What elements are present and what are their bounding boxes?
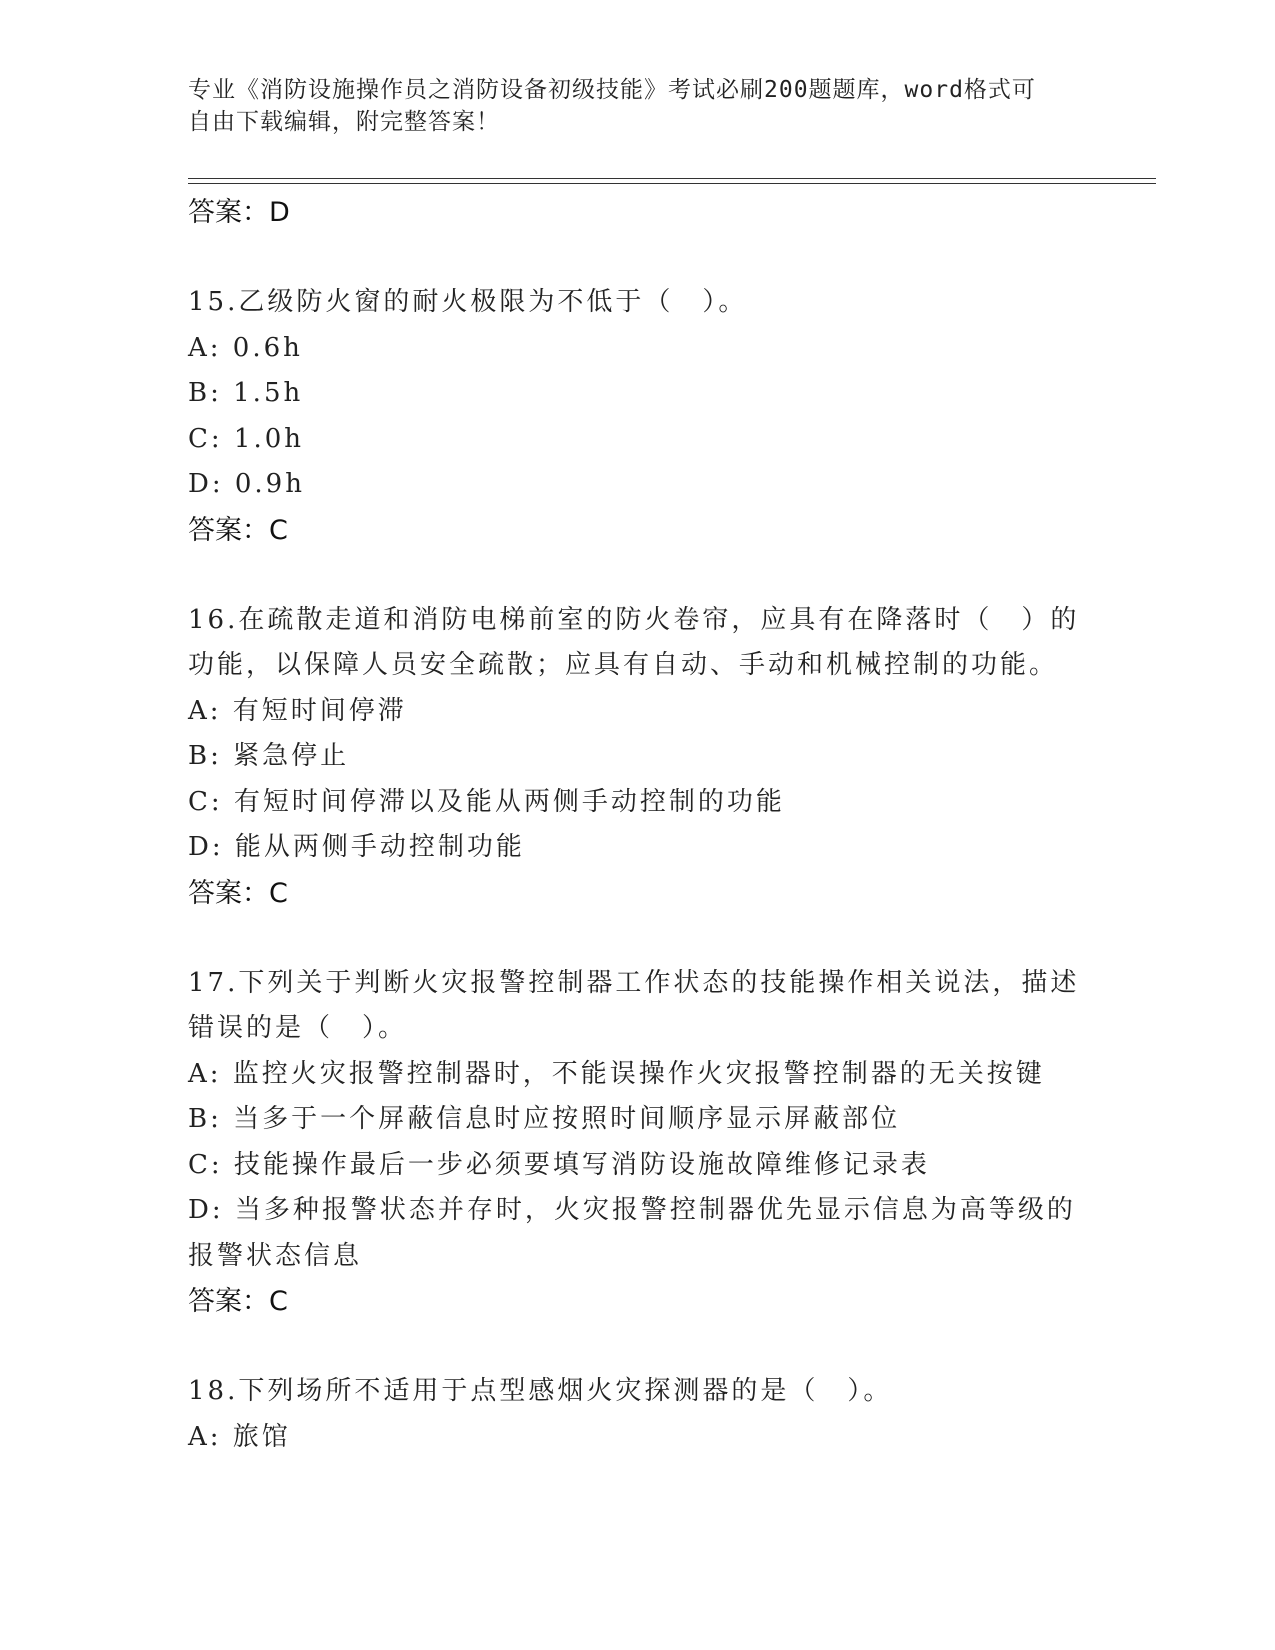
option-text-line: 报警状态信息: [188, 1240, 363, 1271]
header-divider-top: [188, 178, 1156, 179]
option-a: A: 0.6h: [188, 332, 303, 363]
header-line-2: 自由下载编辑，附完整答案！: [188, 109, 500, 135]
question-text-line: 15.乙级防火窗的耐火极限为不低于（ ）。: [188, 287, 748, 317]
question-17: [188, 961, 1088, 1052]
option-a: A: 旅馆: [188, 1421, 291, 1452]
question-text-line: 功能，以保障人员安全疏散；应具有自动、手动和机械控制的功能。: [188, 650, 1059, 680]
question-18: [188, 1369, 1088, 1415]
question-16: [188, 598, 1088, 689]
header-line-1: 专业《消防设施操作员之消防设备初级技能》考试必刷200题题库，word格式可: [188, 77, 1036, 103]
option-d: [188, 1188, 1088, 1279]
option-b: B: 紧急停止: [188, 741, 350, 771]
answer-previous: 答案：D: [188, 197, 290, 228]
option-text-line: D: 当多种报警状态并存时，火灾报警控制器优先显示信息为高等级的: [188, 1195, 1076, 1225]
option-a: A: 监控火灾报警控制器时，不能误操作火灾报警控制器的无关按键: [188, 1058, 1045, 1089]
header-divider-bottom: [188, 183, 1156, 184]
option-d: D: 能从两侧手动控制功能: [188, 832, 525, 862]
answer-17: 答案：C: [188, 1286, 288, 1317]
option-b: B: 当多于一个屏蔽信息时应按照时间顺序显示屏蔽部位: [188, 1104, 901, 1134]
question-text-line: 16.在疏散走道和消防电梯前室的防火卷帘，应具有在降落时（ ）的: [188, 604, 1080, 635]
answer-15: 答案：C: [188, 514, 288, 546]
option-d: D: 0.9h: [188, 469, 305, 499]
question-15: [188, 280, 1088, 326]
option-b: B: 1.5h: [188, 378, 304, 408]
answer-16: 答案：C: [188, 877, 288, 909]
option-c: C: 有短时间停滞以及能从两侧手动控制的功能: [188, 786, 785, 817]
question-text-line: 17.下列关于判断火灾报警控制器工作状态的技能操作相关说法，描述: [188, 967, 1080, 998]
option-a: A: 有短时间停滞: [188, 695, 407, 726]
option-c: C: 技能操作最后一步必须要填写消防设施故障维修记录表: [188, 1149, 930, 1180]
option-c: C: 1.0h: [188, 423, 305, 454]
question-list: [188, 190, 1088, 1460]
question-text-line: 错误的是（ ）。: [188, 1013, 408, 1043]
question-text-line: 18.下列场所不适用于点型感烟火灾探测器的是（ ）。: [188, 1376, 893, 1406]
page-header: [188, 74, 1068, 138]
